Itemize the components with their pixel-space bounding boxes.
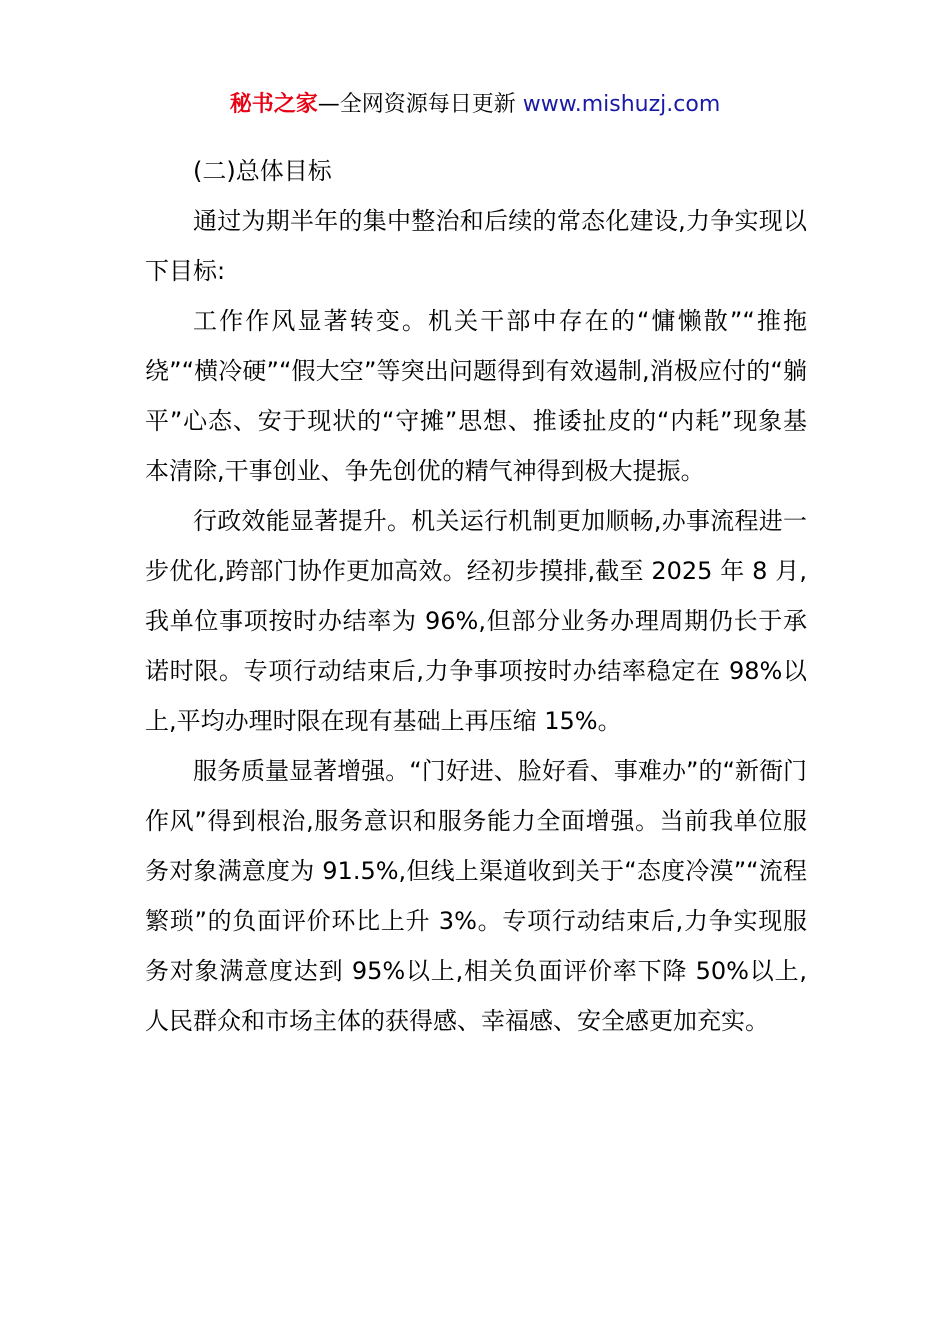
header-tagline: —全网资源每日更新 xyxy=(317,92,516,117)
goal-efficiency-paragraph: 行政效能显著提升。机关运行机制更加顺畅,办事流程进一步优化,跨部门协作更加高效。经初步摸排,截至 2025 年 8 月,我单位事项按时办结率为 96%,但部分业务办理周期仍长于承诺时限。专项行动结束后,力争事项按时办结率稳定在 98%以上,平均办理时限在现有基础上再压缩 15%。 xyxy=(145,507,807,735)
goal-service-paragraph: 服务质量显著增强。“门好进、脸好看、事难办”的“新衙门作风”得到根治,服务意识和服务能力全面增强。当前我单位服务对象满意度为 91.5%,但线上渠道收到关于“态度冷漠”“流程繁琐”的负面评价环比上升 3%。专项行动结束后,力争实现服务对象满意度达到 95%以上,相关负面评价率下降 50%以上,人民群众和市场主体的获得感、幸福感、安全感更加充实。 xyxy=(145,757,807,1035)
document-body xyxy=(145,146,807,1046)
goal-work-style-paragraph: 工作作风显著转变。机关干部中存在的“慵懒散”“推拖绕”“横冷硬”“假大空”等突出问题得到有效遏制,消极应付的“躺平”心态、安于现状的“守摊”思想、推诿扯皮的“内耗”现象基本清除,干事创业、争先创优的精气神得到极大提振。 xyxy=(145,307,807,485)
intro-paragraph: 通过为期半年的集中整治和后续的常态化建设,力争实现以下目标: xyxy=(145,207,807,285)
section-heading: (二)总体目标 xyxy=(193,157,332,185)
site-url-link[interactable]: www.mishuzj.com xyxy=(522,92,721,117)
brand-name: 秘书之家 xyxy=(229,92,318,117)
site-header xyxy=(0,88,950,122)
